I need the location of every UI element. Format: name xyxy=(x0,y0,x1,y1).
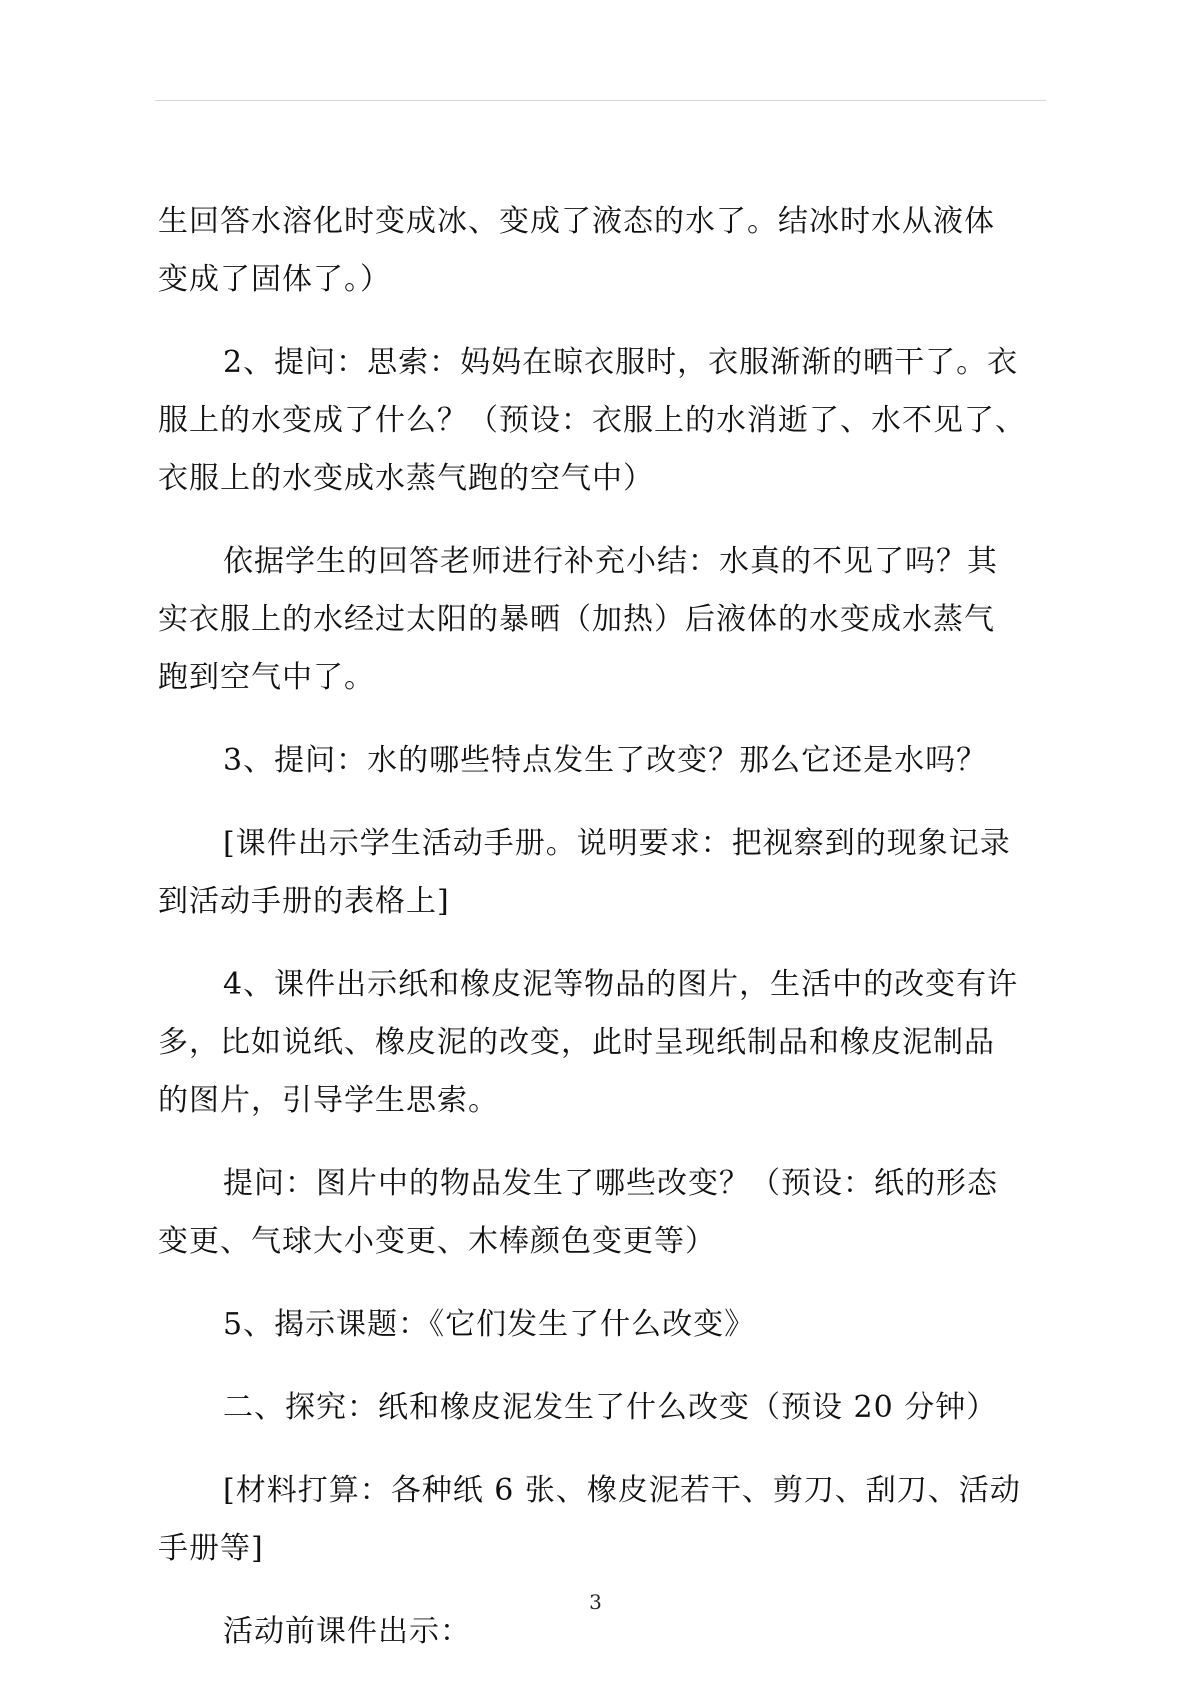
text-line: 多，比如说纸、橡皮泥的改变，此时呈现纸制品和橡皮泥制品 xyxy=(158,1025,995,1060)
paragraph-8 xyxy=(158,1296,1038,1354)
text-line: 4、课件出示纸和橡皮泥等物品的图片，生活中的改变有许 xyxy=(223,967,1019,1002)
text-line: 5、揭示课题：《它们发生了什么改变》 xyxy=(223,1307,756,1342)
text-line: 生回答水溶化时变成冰、变成了液态的水了。结冰时水从液体 xyxy=(158,204,995,239)
paragraph-4 xyxy=(158,732,1038,790)
text-line: 变成了固体了。） xyxy=(158,262,391,297)
text-line: [材料打算：各种纸 6 张、橡皮泥若干、剪刀、刮刀、活动 xyxy=(223,1473,1021,1508)
paragraph-6 xyxy=(158,956,1038,1130)
paragraph-5 xyxy=(158,815,1038,931)
text-line: 变更、气球大小变更、木棒颜色变更等） xyxy=(158,1224,716,1259)
text-line: 2、提问：思索：妈妈在晾衣服时，衣服渐渐的晒干了。衣 xyxy=(223,345,1019,380)
text-line: 3、提问：水的哪些特点发生了改变？那么它还是水吗？ xyxy=(223,743,988,778)
text-line: 二、探究：纸和橡皮泥发生了什么改变（预设 20 分钟） xyxy=(223,1390,998,1425)
text-line: 的图片，引导学生思索。 xyxy=(158,1083,499,1118)
paragraph-9 xyxy=(158,1379,1038,1437)
text-line: 服上的水变成了什么？（预设：衣服上的水消逝了、水不见了、 xyxy=(158,403,1026,438)
paragraph-3 xyxy=(158,533,1038,707)
body-text xyxy=(158,193,1038,1686)
text-line: 依据学生的回答老师进行补充小结：水真的不见了吗？其 xyxy=(223,544,998,579)
paragraph-1 xyxy=(158,193,1038,309)
text-line: 跑到空气中了。 xyxy=(158,660,375,695)
text-line: 衣服上的水变成水蒸气跑的空气中） xyxy=(158,461,654,496)
text-line: 手册等] xyxy=(158,1531,264,1566)
text-line: 活动前课件出示： xyxy=(223,1614,471,1649)
text-line: 到活动手册的表格上] xyxy=(158,884,450,919)
header-divider xyxy=(155,100,1046,101)
text-line: [课件出示学生活动手册。说明要求：把视察到的现象记录 xyxy=(223,826,1011,861)
page-number: 3 xyxy=(589,1590,602,1614)
paragraph-7 xyxy=(158,1155,1038,1271)
text-line: 提问：图片中的物品发生了哪些改变？（预设：纸的形态 xyxy=(223,1166,998,1201)
paragraph-10 xyxy=(158,1462,1038,1578)
paragraph-2 xyxy=(158,334,1038,508)
text-line: 实衣服上的水经过太阳的暴晒（加热）后液体的水变成水蒸气 xyxy=(158,602,995,637)
